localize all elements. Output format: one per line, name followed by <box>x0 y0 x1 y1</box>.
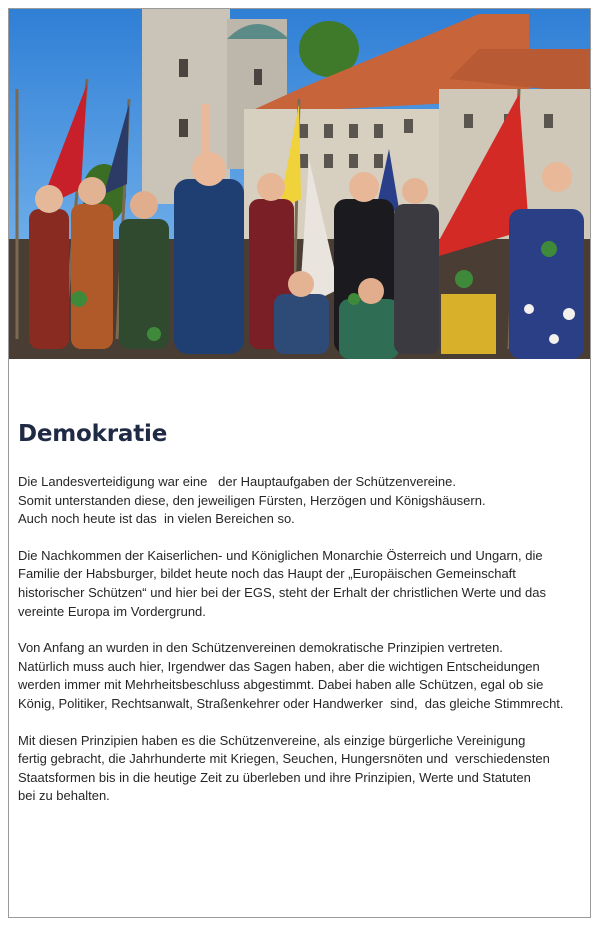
text-line: historischer Schützen“ und hier bei der EGS, steht der Erhalt der christlichen Werte und das <box>18 584 546 600</box>
text-line: Die Landesverteidigung war eine der Hauptaufgaben der Schützenvereine. <box>18 474 456 489</box>
paragraph-3 <box>18 639 588 713</box>
paragraph-4 <box>18 732 588 806</box>
paragraph-2 <box>18 547 588 621</box>
text-line: Staatsformen bis in die heutige Zeit zu überleben und ihre Prinzipien, Werte und Statuten <box>18 769 531 785</box>
group-photo-illustration <box>9 9 591 359</box>
article-title: Demokratie <box>18 421 168 447</box>
text-line: Familie der Habsburger, bildet heute noch das Haupt der „Europäischen Gemeinschaft <box>18 566 516 582</box>
text-line: vereinte Europa im Vordergrund. <box>18 603 206 619</box>
article-body <box>18 421 588 824</box>
text-line: König, Politiker, Rechtsanwalt, Straßenkehrer oder Handwerker sind, das gleiche Stimmrecht. <box>18 695 564 711</box>
text-line: Mit diesen Prinzipien haben es die Schützenvereine, als einzige bürgerliche Vereinigung <box>18 732 526 748</box>
hero-photo <box>9 9 591 359</box>
text-line: Natürlich muss auch hier, Irgendwer das Sagen haben, aber die wichtigen Entscheidungen <box>18 658 540 674</box>
text-line: Auch noch heute ist das in vielen Bereichen so. <box>18 511 295 527</box>
text-line: werden immer mit Mehrheitsbeschluss abgestimmt. Dabei haben alle Schützen, egal ob sie <box>18 677 544 693</box>
text-line: fertig gebracht, die Jahrhunderte mit Kriegen, Seuchen, Hungersnöten und verschiedensten <box>18 751 550 767</box>
text-line: Somit unterstanden diese, den jeweiligen Fürsten, Herzögen und Königshäusern. <box>18 492 486 508</box>
page-frame <box>8 8 591 918</box>
text-line: bei zu behalten. <box>18 788 110 804</box>
text-line: Von Anfang an wurden in den Schützenvereinen demokratische Prinzipien vertreten. <box>18 640 503 656</box>
paragraph-1 <box>18 473 588 529</box>
text-line: Die Nachkommen der Kaiserlichen- und Königlichen Monarchie Österreich und Ungarn, die <box>18 547 543 563</box>
